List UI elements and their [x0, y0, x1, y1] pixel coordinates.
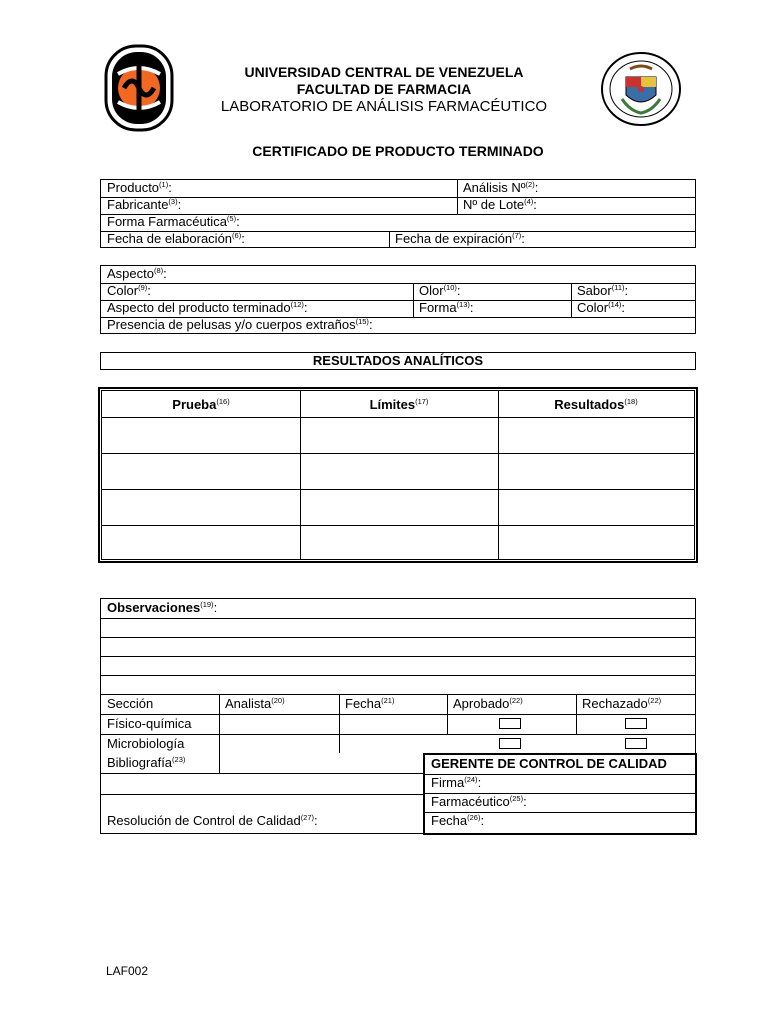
result-cell[interactable]: [301, 454, 498, 489]
result-cell[interactable]: [499, 454, 694, 489]
observaciones-line[interactable]: [101, 638, 695, 656]
faculty-name: FACULTAD DE FARMACIA: [296, 81, 472, 97]
observations-table: [100, 598, 696, 834]
field-firma[interactable]: Firma$^{(24)}$:: [431, 775, 482, 790]
observaciones-line[interactable]: [101, 619, 695, 637]
field-producto[interactable]: Producto$^{(1)}$:: [107, 180, 172, 195]
result-cell[interactable]: [102, 454, 300, 489]
field-aspecto-producto[interactable]: Aspecto del producto terminado$^{(12)}$:: [107, 300, 308, 315]
bibliografia-label: Bibliografía$^{(23)}$: [107, 755, 186, 770]
column-header-prueba: Prueba$^{(16)}$: [172, 397, 230, 412]
result-cell[interactable]: [301, 418, 498, 453]
observaciones-line[interactable]: [101, 657, 695, 675]
field-analisis[interactable]: Análisis Nº$^{(2)}$:: [463, 180, 539, 195]
micro-rechazado-checkbox[interactable]: [625, 738, 647, 749]
observaciones-label: Observaciones$^{(19)}$:: [107, 600, 218, 615]
aprobado-header: Aprobado$^{(22)}$: [453, 696, 523, 711]
field-aspecto[interactable]: Aspecto$^{(8)}$:: [107, 266, 167, 281]
fisico-rechazado-checkbox[interactable]: [625, 718, 647, 729]
field-color[interactable]: Color$^{(9)}$:: [107, 283, 151, 298]
field-forma[interactable]: Forma$^{(13)}$:: [419, 300, 474, 315]
field-sabor[interactable]: Sabor$^{(11)}$:: [577, 283, 629, 298]
results-title-box: [100, 352, 696, 370]
result-cell[interactable]: [301, 490, 498, 525]
column-header-limites: Límites$^{(17)}$: [369, 397, 429, 412]
field-fecha-expiracion[interactable]: Fecha de expiración$^{(7)}$:: [395, 231, 525, 246]
results-title: RESULTADOS ANALÍTICOS: [312, 353, 484, 368]
document-title: CERTIFICADO DE PRODUCTO TERMINADO: [252, 143, 544, 159]
column-header-resultados: Resultados$^{(18)}$: [554, 397, 638, 412]
result-cell[interactable]: [102, 418, 300, 453]
fisico-aprobado-checkbox[interactable]: [499, 718, 521, 729]
field-olor[interactable]: Olor$^{(10)}$:: [419, 283, 461, 298]
field-color-producto[interactable]: Color$^{(14)}$:: [577, 300, 626, 315]
result-cell[interactable]: [499, 418, 694, 453]
field-forma-farmaceutica[interactable]: Forma Farmacéutica$^{(5)}$:: [107, 214, 240, 229]
result-cell[interactable]: [102, 490, 300, 525]
seccion-header: Sección: [107, 696, 154, 711]
field-fecha-elaboracion[interactable]: Fecha de elaboración$^{(6)}$:: [107, 231, 245, 246]
field-fabricante[interactable]: Fabricante$^{(3)}$:: [107, 197, 182, 212]
rechazado-header: Rechazado$^{(22)}$: [582, 696, 662, 711]
result-cell[interactable]: [301, 526, 498, 559]
fisico-quimica-label: Físico-química: [107, 716, 192, 731]
product-info-table: [100, 179, 696, 248]
field-pelusas[interactable]: Presencia de pelusas y/o cuerpos extraños$^{(15)}$:: [107, 317, 373, 332]
form-code: LAF002: [106, 964, 149, 978]
lab-name: LABORATORIO DE ANÁLISIS FARMACÉUTICO: [220, 98, 548, 115]
field-lote[interactable]: Nº de Lote$^{(4)}$:: [463, 197, 537, 212]
result-cell[interactable]: [499, 526, 694, 559]
results-table: [98, 387, 698, 563]
analista-header: Analista$^{(20)}$: [225, 696, 285, 711]
result-cell[interactable]: [499, 490, 694, 525]
university-seal: [600, 51, 682, 127]
gerente-box: [423, 753, 697, 835]
result-cell[interactable]: [102, 526, 300, 559]
aspect-table: [100, 265, 696, 334]
field-farmaceutico[interactable]: Farmacéutico$^{(25)}$:: [431, 794, 527, 809]
university-name: UNIVERSIDAD CENTRAL DE VENEZUELA: [244, 64, 524, 80]
gerente-title: GERENTE DE CONTROL DE CALIDAD: [431, 756, 667, 771]
observaciones-line[interactable]: [101, 676, 695, 694]
resolucion-label: Resolución de Control de Calidad$^{(27)}$:: [107, 813, 318, 828]
micro-aprobado-checkbox[interactable]: [499, 738, 521, 749]
fecha-header: Fecha$^{(21)}$: [345, 696, 395, 711]
field-fecha-gerente[interactable]: Fecha$^{(26)}$:: [431, 813, 485, 828]
microbiologia-label: Microbiología: [107, 736, 185, 751]
